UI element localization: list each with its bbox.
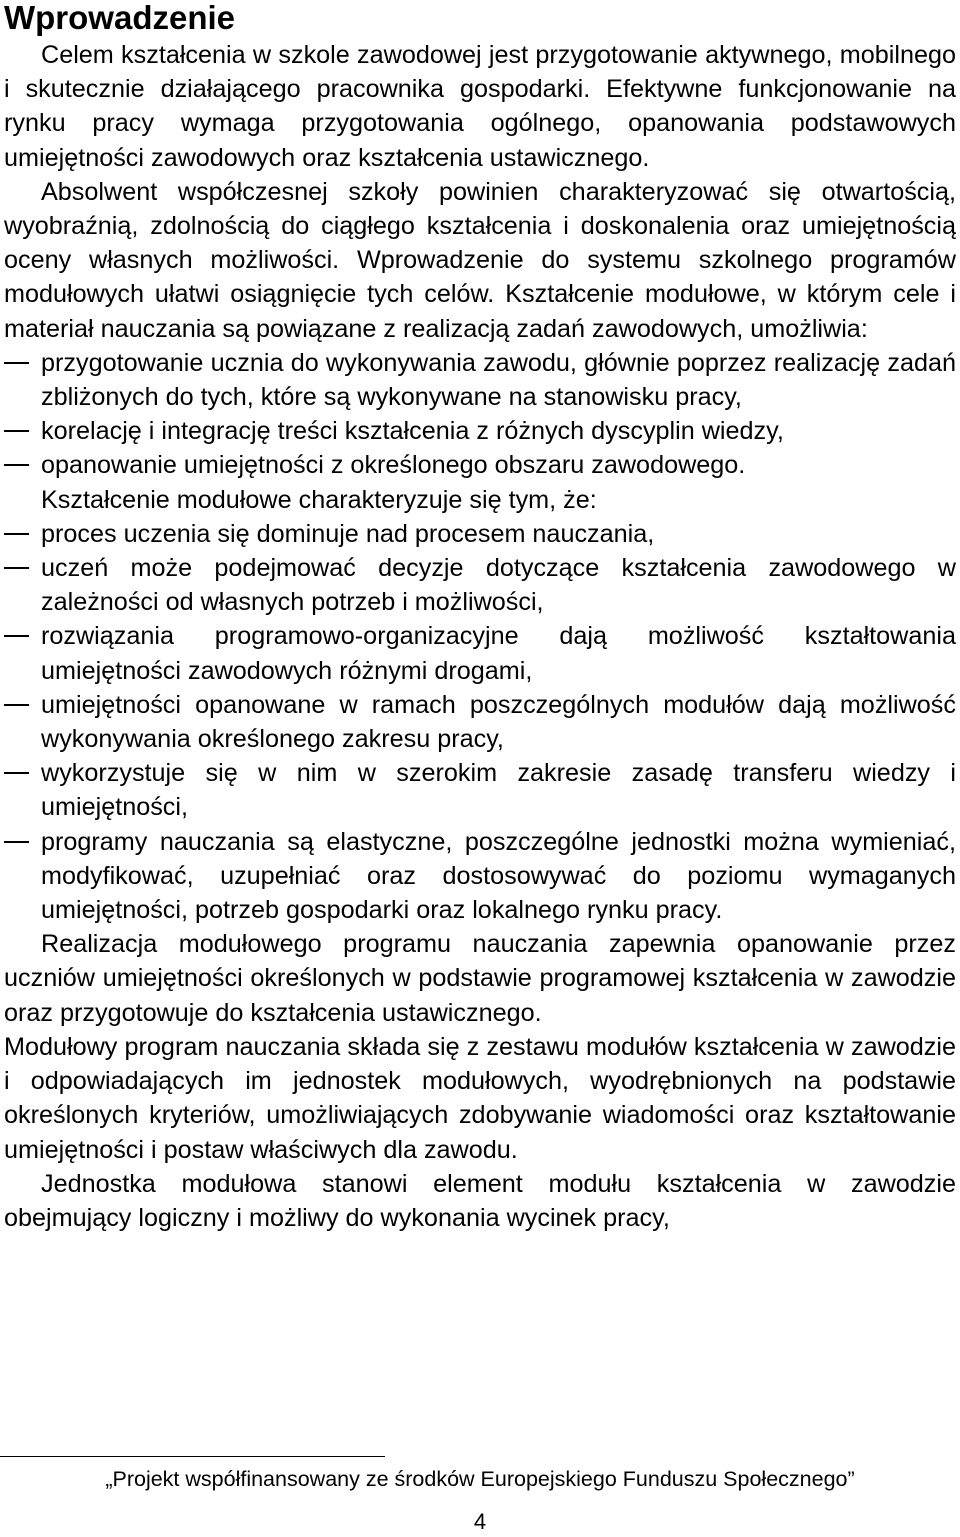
list-item — [4, 825, 956, 928]
page-title: Wprowadzenie — [4, 0, 236, 36]
paragraph-program: Modułowy program nauczania składa się z zestawu modułów kształcenia w zawodzie i odpowiadających im jednostek modułowych, wyodrębnionych na podstawie określonych kryteriów, umożliwiających zdobywanie wiadomości oraz kształtowanie umiejętności i postaw właściwych dla zawodu. — [4, 1032, 956, 1164]
list-item — [4, 414, 956, 448]
dash-bullet-icon — [4, 635, 29, 637]
list-item-text: proces uczenia się dominuje nad procesem nauczania, — [41, 519, 655, 548]
paragraph-realization: Realizacja modułowego programu nauczania zapewnia opanowanie przez uczniów umiejętności określonych w podstawie programowej kształcenia w zawodzie oraz przygotowuje do kształcenia ustawicznego. — [4, 930, 956, 1027]
dash-bullet-icon — [4, 362, 29, 364]
list-item — [4, 551, 956, 619]
paragraph-characteristics: Kształcenie modułowe charakteryzuje się tym, że: — [41, 485, 597, 514]
footer-note: „Projekt współfinansowany ze środków Europejskiego Funduszu Społecznego” — [105, 1467, 855, 1491]
dash-bullet-icon — [4, 464, 29, 466]
dash-bullet-icon — [4, 704, 29, 706]
list-item-text: wykorzystuje się w nim w szerokim zakresie zasadę transferu wiedzy i umiejętności, — [41, 759, 956, 822]
paragraph-graduate: Absolwent współczesnej szkoły powinien charakteryzować się otwartością, wyobraźnią, zdolnością do ciągłego kształcenia i doskonalenia oraz umiejętnością oceny własnych możliwości. Wprowadzenie do systemu szkolnego programów modułowych ułatwi osiągnięcie tych celów. Kształcenie modułowe, w którym cele i materiał nauczania są powiązane z realizacją zadań zawodowych, umożliwia: — [4, 177, 956, 343]
list-enables — [4, 346, 956, 483]
list-item — [4, 448, 956, 482]
list-item — [4, 688, 956, 756]
dash-bullet-icon — [4, 567, 29, 569]
page-number: 4 — [473, 1509, 487, 1534]
paragraph-unit: Jednostka modułowa stanowi element modułu kształcenia w zawodzie obejmujący logiczny i możliwy do wykonania wycinek pracy, — [4, 1169, 956, 1232]
dash-bullet-icon — [4, 430, 29, 432]
list-item-text: uczeń może podejmować decyzje dotyczące kształcenia zawodowego w zależności od własnych potrzeb i możliwości, — [41, 554, 956, 617]
list-item-text: umiejętności opanowane w ramach poszczególnych modułów dają możliwość wykonywania określonego zakresu pracy, — [41, 690, 956, 754]
paragraph-intro: Celem kształcenia w szkole zawodowej jest przygotowanie aktywnego, mobilnego i skutecznie działającego pracownika gospodarki. Efektywne funkcjonowanie na rynku pracy wymaga przygotowania ogólnego, opanowania podstawowych umiejętności zawodowych oraz kształcenia ustawicznego. — [4, 41, 956, 172]
list-item-text: programy nauczania są elastyczne, poszczególne jednostki można wymieniać, modyfikować, uzupełniać oraz dostosowywać do poziomu wymaganych umiejętności, potrzeb gospodarki oraz lokalnego rynku pracy. — [41, 827, 956, 925]
list-characteristics — [4, 517, 956, 927]
document-body — [4, 38, 956, 1235]
list-item — [4, 756, 956, 824]
list-item — [4, 619, 956, 687]
footer-divider — [0, 1456, 385, 1457]
list-item — [4, 517, 956, 551]
list-item-text: przygotowanie ucznia do wykonywania zawodu, głównie poprzez realizację zadań zbliżonych do tych, które są wykonywane na stanowisku pracy, — [41, 348, 956, 412]
dash-bullet-icon — [4, 533, 29, 535]
list-item — [4, 346, 956, 414]
list-item-text: rozwiązania programowo-organizacyjne dają możliwość kształtowania umiejętności zawodowych różnymi drogami, — [41, 622, 956, 685]
dash-bullet-icon — [4, 841, 29, 843]
list-item-text: opanowanie umiejętności z określonego obszaru zawodowego. — [41, 451, 746, 480]
list-item-text: korelację i integrację treści kształcenia z różnych dyscyplin wiedzy, — [41, 417, 784, 446]
dash-bullet-icon — [4, 772, 29, 774]
